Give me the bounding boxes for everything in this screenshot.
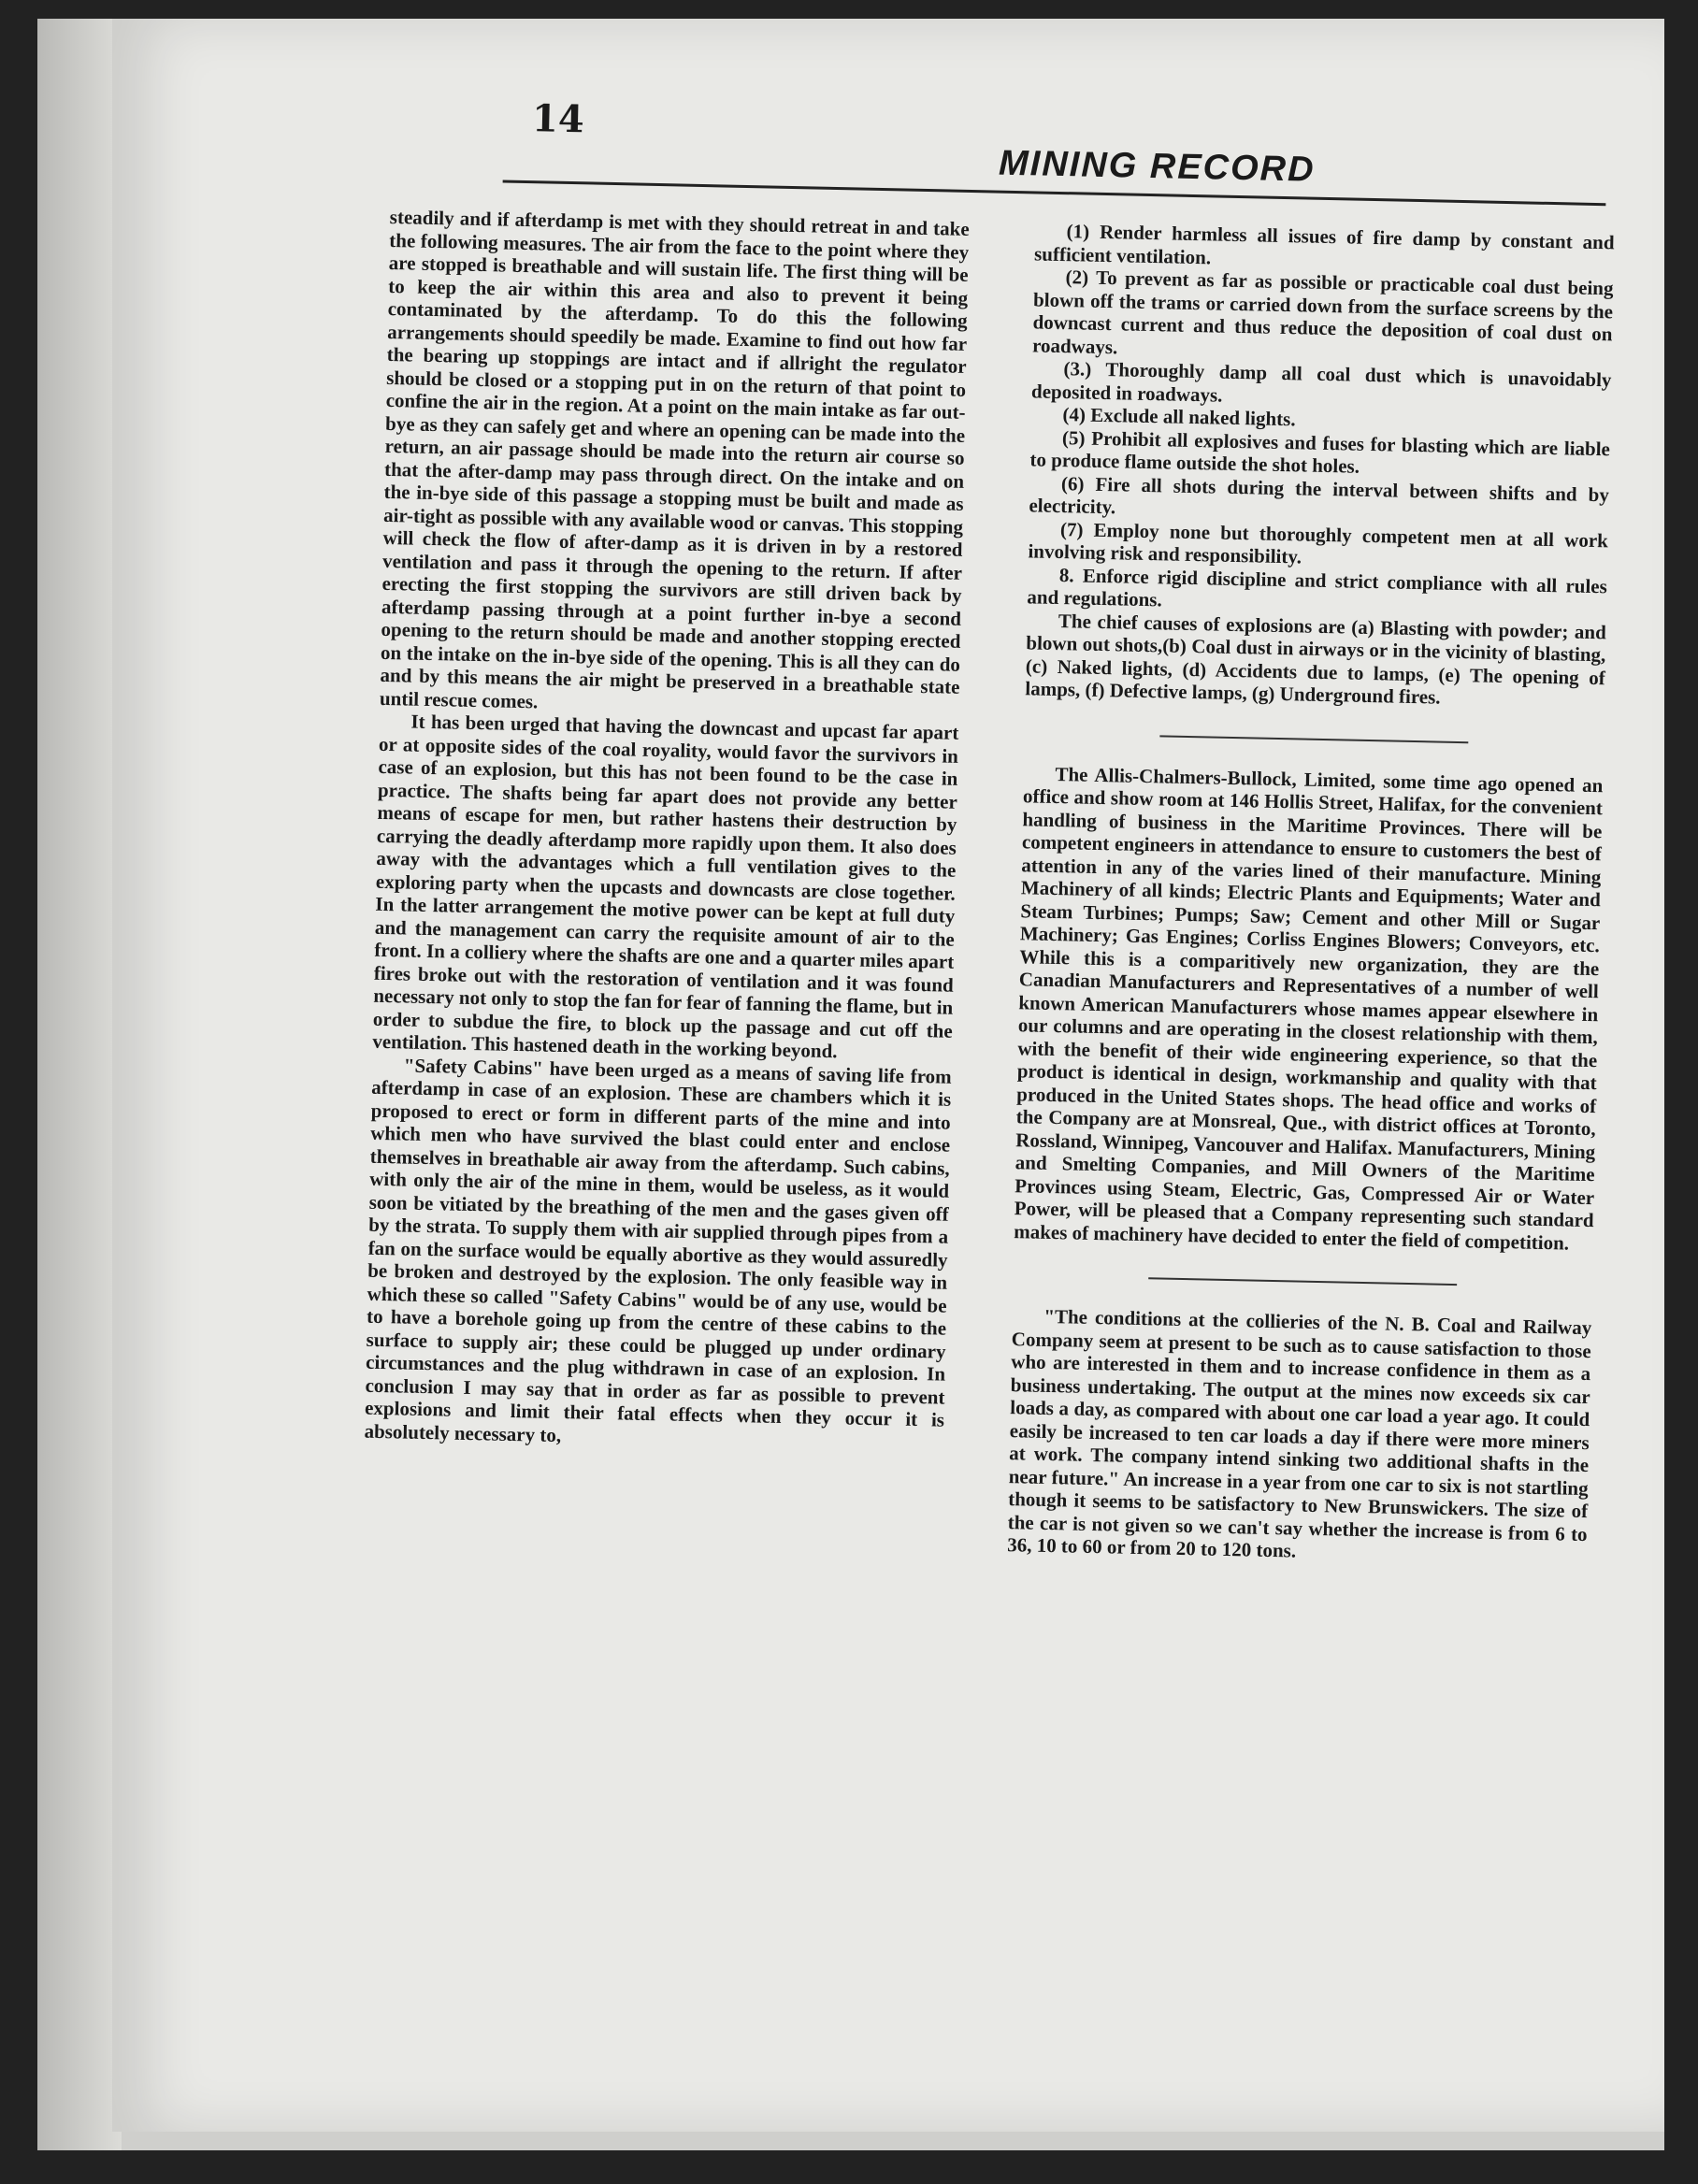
paragraph-afterdamp-measures: steadily and if afterdamp is met with they should retreat in and take the following measures. The air from the face to the point where they are stopped is breathable and will sustain life. The first thing will be to keep the air within this area and also to prevent it being contaminated by the afterdamp. To do this the following arrangements should speedily be made. Examine to find out how far the bearing up stoppings are intact and if allright the regulator should be closed or a stopping put in on the return of that point to confine the air in the region. At a point on the main intake as far out-bye as they can safely get and where an opening can be made into the return, an air passage should be made into the return air course so that the after-damp may pass through direct. On the intake and on the in-bye side of this passage a stopping must be built and made as air-tight as possible with any available wood or canvas. This stopping will check the flow of after-damp as it is driven in by a restored ventilation and pass it through the opening to the return. If after erecting the first stopping the survivors are still driven back by afterdamp passing through at a point further in-bye a second opening to the return should be made and another stopping erected on the intake on the in-bye side of the opening. This is all they can do and by this means the air might be preserved in a breathable state until rescue comes. xyxy=(379,205,970,712)
running-head: MINING RECORD xyxy=(998,143,1316,190)
left-column xyxy=(364,206,970,1455)
list-item: (5) Prohibit all explosives and fuses for blasting which are liable to produce flame outside the shot holes. xyxy=(1029,425,1611,478)
section-divider xyxy=(1159,735,1468,743)
paragraph-explosion-causes: The chief causes of explosions are (a) Blasting with powder; and blown out shots,(b) Coal dust in airways or in the vicinity of blasting, (c) Naked lights, (d) Accidents due to lamps, (e) The opening of lamps, (f) Defective lamps, (g) Underground fires. xyxy=(1025,609,1607,709)
list-item: (6) Fire all shots during the interval between shifts and by electricity. xyxy=(1029,471,1610,519)
page-content xyxy=(353,75,1683,1971)
paragraph-allis-chalmers: The Allis-Chalmers-Bullock, Limited, some time ago opened an office and show room at 146 Hollis Street, Halifax, for the convenient handling of business in the Maritime Provinces. There will be competent engineers in attendance to ensure to customers the best of attention in any of the varies lined of their manufacture. Mining Machinery of all kinds; Electric Plants and Equipments; Water and Steam Turbines; Pumps; Saw; Cement and other Mill or Sugar Machinery; Gas Engines; Corliss Engines Blowers; Conveyors, etc. While this is a comparitively new organization, they are the Canadian Manufacturers and Representatives of a number of well known American Manufacturers whose mames appear elsewhere in our columns and are operating in the closest relationship with them, with the benefit of their wide engineering experience, so that the product is identical in design, workmanship and quality with that produced in the United States shops. The head office and works of the Company are at Monsreal, Que., with district offices at Toronto, Rossland, Winnipeg, Vancouver and Halifax. Manufacturers, Mining and Smelting Companies, and Mill Owners of the Maritime Provinces using Steam, Electric, Gas, Compressed Air or Water Power, will be pleased that a Company representing such standard makes of machinery have decided to enter the field of competition. xyxy=(1013,762,1604,1255)
right-column xyxy=(1007,219,1615,1568)
list-item: (4) Exclude all naked lights. xyxy=(1062,403,1296,431)
list-item: 8. Enforce rigid discipline and strict compliance with all rules and regulations. xyxy=(1027,563,1608,611)
paragraph-shafts: It has been urged that having the downcast and upcast far apart or at opposite sides of the coal royality, would favor the survivors in case of an explosion, but this has not been found to be the case in practice. The shafts being far apart does not provide any better means of escape for men, but rather hastens their destruction by carrying the deadly afterdamp more rapidly upon them. It also does away with the advantages which a full ventilation gives to the exploring party when the upcasts and downcasts are close together. In the latter arrangement the motive power can be kept at full duty and the management can carry the requisite amount of air to the front. In a colliery where the shafts are one and a quarter miles apart fires broke out with the restoration of ventilation and it was found necessary not only to stop the fan for fear of fanning the flame, but in order to subdue the fire, to block up the passage and cut off the ventilation. This hastened death in the working beyond. xyxy=(372,710,959,1063)
paragraph-safety-cabins: "Safety Cabins" have been urged as a means of saving life from afterdamp in case of an explosion. These are chambers which it is proposed to erect or form in different parts of the mine and into which men who have survived the blast could enter and enclose themselves in breathable air away from the afterdamp. Such cabins, with only the air of the mine in them, would be useless, as it would soon be vitiated by the breathing of the men and the gases given off by the strata. To supply them with air supplied through pipes from a fan on the surface would be equally abortive as they would assuredly be broken and destroyed by the explosion. The only feasible way in which these so called "Safety Cabins" would be of any use, would be to have a borehole going up from the centre of these cabins to the surface to supply air; these could be plugged up under ordinary circumstances and the plug withdrawn in case of an explosion. In conclusion I may say that in order as far as possible to prevent explosions and limit their fatal effects when they occur it is absolutely necessary to, xyxy=(364,1053,952,1446)
page-number: 14 xyxy=(531,96,585,142)
list-item: (1) Render harmless all issues of fire damp by constant and sufficient ventilation. xyxy=(1033,220,1615,268)
paragraph-nb-coal: "The conditions at the collieries of the N. B. Coal and Railway Company seem at present to be such as to cause satisfaction to those who are interested in them and to increase confidence in them as a business undertaking. The output at the mines now exceeds six car loads a day, as compared with about one car load a year ago. It could easily be increased to ten car loads a day if there were more miners at work. The company intend sinking two additional shafts in the near future." An increase in a year from one car to six is not startling though it seems to be satisfactory to New Brunswickers. The size of the car is not given so we can't say whether the increase is from 6 to 36, 10 to 60 or from 20 to 120 tons. xyxy=(1006,1304,1592,1562)
list-item: (3.) Thoroughly damp all coal dust which is unavoidably deposited in roadways. xyxy=(1030,357,1612,407)
list-item: (2) To prevent as far as possible or practicable coal dust being blown off the trams or carried down from the surface screens by the downcast current and thus reduce the deposition of coal dust on roadways. xyxy=(1031,266,1614,358)
section-divider xyxy=(1148,1277,1457,1286)
list-item: (7) Employ none but thoroughly competent men at all work involving risk and responsibility. xyxy=(1028,517,1609,568)
binding-edge xyxy=(37,19,122,2150)
page xyxy=(112,19,1664,2132)
